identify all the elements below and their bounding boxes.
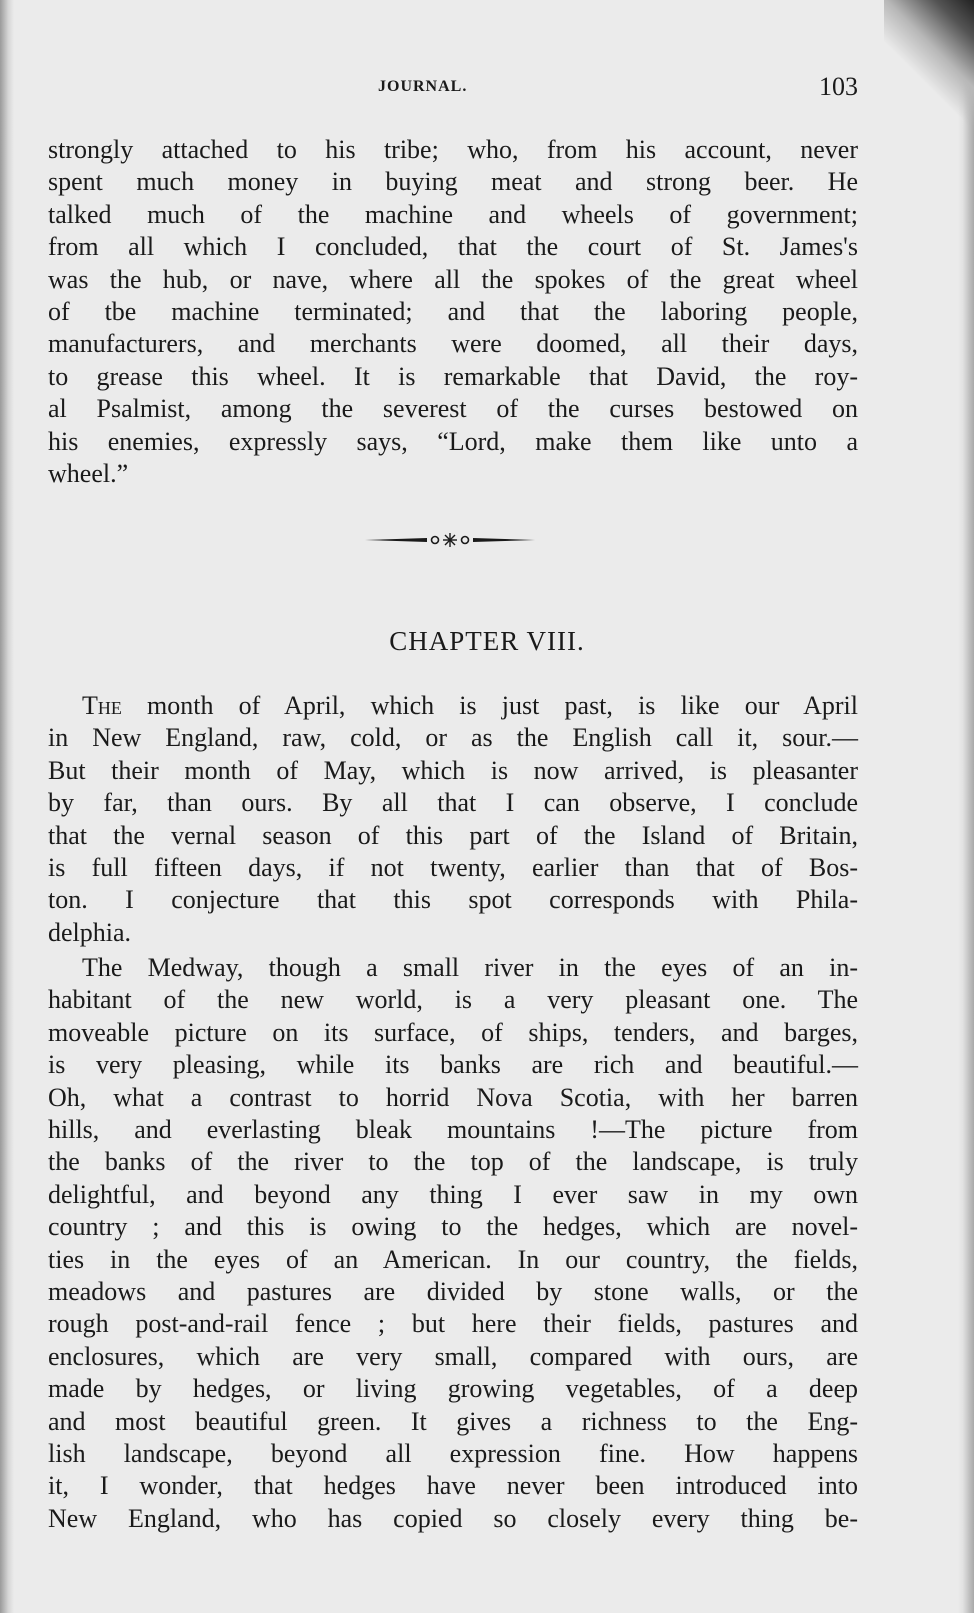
- text-line: his enemies, expressly says, “Lord, make them like unto a: [48, 426, 858, 456]
- text-line: rough post-and-rail fence ; but here their fields, pastures and: [48, 1309, 858, 1339]
- text-line: But their month of May, which is now arrived, is pleasanter: [48, 755, 858, 785]
- text-line: and most beautiful green. It gives a richness to the Eng-: [48, 1406, 858, 1436]
- text-line: Oh, what a contrast to horrid Nova Scotia, with her barren: [48, 1082, 858, 1112]
- text-line: country ; and this is owing to the hedges, which are novel-: [48, 1212, 858, 1242]
- paragraph-medway: [48, 984, 858, 1535]
- text-line: is full fifteen days, if not twenty, earlier than that of Bos-: [48, 853, 858, 883]
- text-line: meadows and pastures are divided by stone walls, or the: [48, 1277, 858, 1307]
- page-right-edge: [958, 0, 974, 1613]
- paragraph-medway-first: [48, 952, 858, 984]
- text-line: from all which I concluded, that the court of St. James's: [48, 232, 858, 262]
- page-binding-edge: [0, 0, 14, 1613]
- text-line: hills, and everlasting bleak mountains !—The picture from: [48, 1115, 858, 1145]
- text-line: is very pleasing, while its banks are rich and beautiful.—: [48, 1050, 858, 1080]
- text-line: New England, who has copied so closely every thing be-: [48, 1503, 858, 1533]
- running-head: JOURNAL.: [378, 78, 468, 95]
- text-line: delightful, and beyond any thing I ever saw in my own: [48, 1179, 858, 1209]
- text-line: wheel.”: [48, 459, 129, 489]
- text-line: was the hub, or nave, where all the spokes of the great wheel: [48, 264, 858, 294]
- text-line: the banks of the river to the top of the landscape, is truly: [48, 1147, 858, 1177]
- text-line-first: [82, 690, 858, 722]
- text-line: spent much money in buying meat and strong beer. He: [48, 167, 858, 197]
- text-line: The Medway, though a small river in the eyes of an in-: [82, 953, 858, 982]
- paragraph-opening-continued: [48, 722, 858, 949]
- text-line: of tbe machine terminated; and that the laboring people,: [48, 297, 858, 327]
- text-line: enclosures, which are very small, compared with ours, are: [48, 1341, 858, 1371]
- text-line: that the vernal season of this part of the Island of Britain,: [48, 820, 858, 850]
- text-line: habitant of the new world, is a very pleasant one. The: [48, 985, 858, 1015]
- text-line: ties in the eyes of an American. In our country, the fields,: [48, 1244, 858, 1274]
- text-line: lish landscape, beyond all expression fine. How happens: [48, 1439, 858, 1469]
- text-line: talked much of the machine and wheels of government;: [48, 199, 858, 229]
- text-line: it, I wonder, that hedges have never been introduced into: [48, 1471, 858, 1501]
- drop-word: The: [82, 691, 122, 720]
- page-header: [48, 72, 858, 106]
- text-line: al Psalmist, among the severest of the curses bestowed on: [48, 394, 858, 424]
- text-line: ton. I conjecture that this spot corresponds with Phila-: [48, 885, 858, 915]
- page-corner-shadow: [884, 0, 974, 130]
- paragraph-continuation: [48, 134, 858, 490]
- paragraph-opening: [48, 690, 858, 722]
- text-line: delphia.: [48, 917, 132, 947]
- page-number: 103: [819, 72, 858, 101]
- text-line: by far, than ours. By all that I can observe, I conclude: [48, 788, 858, 818]
- text-line-rest: month of April, which is just past, is like our April: [121, 691, 858, 720]
- text-line: to grease this wheel. It is remarkable that David, the roy-: [48, 361, 858, 391]
- text-line: manufacturers, and merchants were doomed, all their days,: [48, 329, 858, 359]
- text-line: strongly attached to his tribe; who, from his account, never: [48, 135, 858, 164]
- text-line: in New England, raw, cold, or as the English call it, sour.—: [48, 723, 858, 753]
- chapter-heading: CHAPTER VIII.: [389, 626, 585, 656]
- text-line: moveable picture on its surface, of ships, tenders, and barges,: [48, 1017, 858, 1047]
- text-line: made by hedges, or living growing vegetables, of a deep: [48, 1374, 858, 1404]
- section-divider-ornament: [365, 532, 535, 548]
